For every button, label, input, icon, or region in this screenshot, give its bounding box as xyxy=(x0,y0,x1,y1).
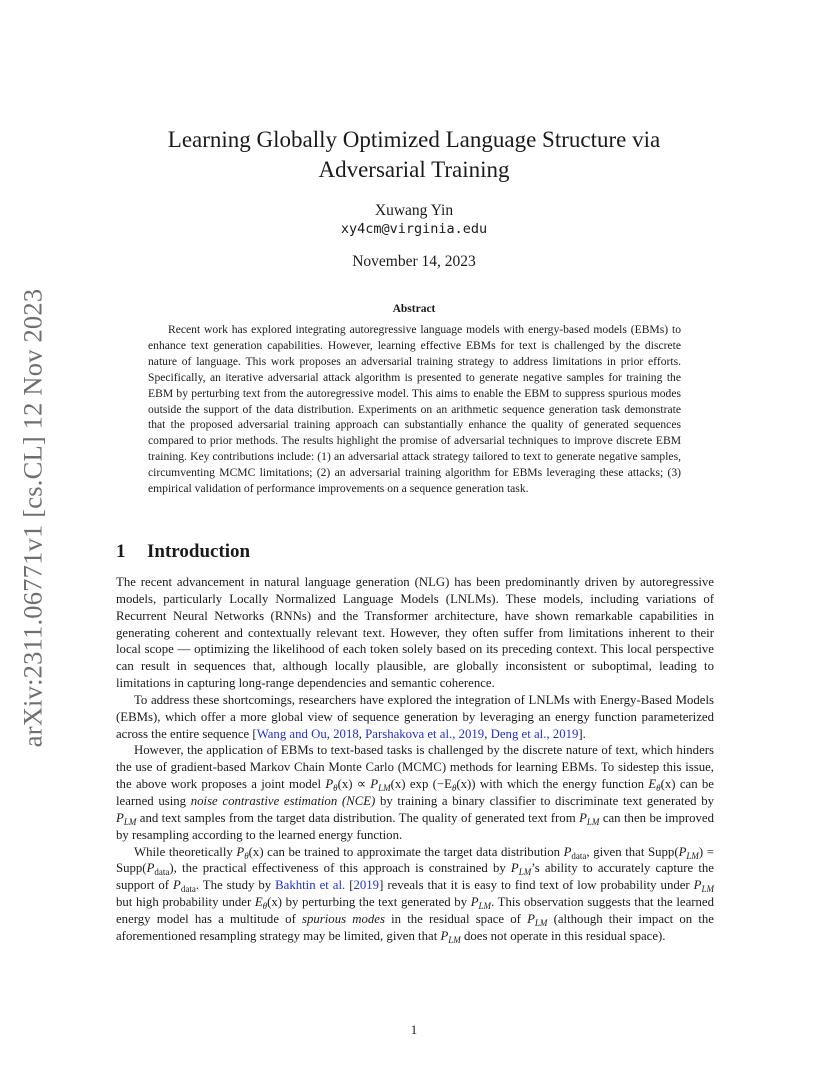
math-p: P xyxy=(510,861,519,876)
p3-text: However, the application of EBMs to text-based tasks is challenged by the discrete nature of text, which hinders the use of gradient-based Markov Chain Monte Carlo (MCMC) methods for learning EBMs. To sidestep this issue, the above work proposes a joint model xyxy=(116,743,714,792)
math-e: E xyxy=(648,777,657,792)
section-title: Introduction xyxy=(147,541,251,562)
math-p: P xyxy=(440,928,449,943)
page-number: 1 xyxy=(410,1023,418,1037)
math-sub: LM xyxy=(478,901,492,912)
citation-link[interactable]: Wang and Ou, 2018 xyxy=(256,726,359,741)
citation-year-link[interactable]: 2019 xyxy=(353,878,380,893)
math-p: P xyxy=(146,861,155,876)
math-sub: LM xyxy=(448,934,461,945)
p3-text: (x)) with which the energy function xyxy=(456,777,649,792)
math-sub: LM xyxy=(518,867,532,878)
p2-separator: , xyxy=(484,726,491,741)
p3-text: (x) ∝ xyxy=(337,777,371,792)
section-number: 1 xyxy=(116,541,126,562)
p4-text: , given that Supp( xyxy=(586,844,679,859)
p4-text: reveals that it is easy to find text of low probability under xyxy=(383,878,694,893)
p4-text: . This observation suggests that the learned energy model has a multitude of xyxy=(116,895,714,926)
paper-date: November 14, 2023 xyxy=(352,253,476,270)
citation-link[interactable]: Parshakova et al., 2019 xyxy=(365,726,485,741)
p4-text: While theoretically xyxy=(134,844,237,859)
p4-text: ) = Supp( xyxy=(116,844,714,876)
math-sub: LM xyxy=(701,884,714,895)
body-text xyxy=(116,574,714,945)
arxiv-identifier-text: arXiv:2311.06771v1 [cs.CL] 12 Nov 2023 xyxy=(17,288,48,748)
p4-text: . The study by xyxy=(195,878,276,893)
math-p: P xyxy=(563,844,572,859)
title-line-1: Learning Globally Optimized Language Structure via xyxy=(167,127,661,152)
math-p: P xyxy=(236,844,245,859)
math-p: P xyxy=(325,777,334,792)
math-p: P xyxy=(527,911,535,926)
p4-text: does not operate in this residual space). xyxy=(460,928,666,943)
p4-text: (x) can be trained to approximate the target data distribution xyxy=(248,844,564,859)
math-sub: LM xyxy=(123,816,137,827)
abstract-text: Recent work has explored integrating autoregressive language models with energy-based models (EBMs) to enhance text generation capabilities. However, learning effective EBMs for text is challenged by the discrete nature of language. This work proposes an adversarial training strategy to address limitations in prior efforts. Specifically, an iterative adversarial attack algorithm is presented to generate negative samples for training the EBM by perturbing text from the autoregressive model. This aims to enable the EBM to suppress spurious modes outside the support of the data distribution. Experiments on an arithmetic sequence generation task demonstrate that the proposed adversarial training approach can substantially enhance the quality of generated sequences compared to prior methods. The results highlight the promise of adversarial techniques to improve discrete EBM training. Key contributions include: (1) an adversarial attack strategy tailored to text to generate negative samples, circumventing MCMC limitations; (2) an adversarial training algorithm for EBMs leveraging these attacks; (3) empirical validation of performance improvements on a sequence generation task. xyxy=(148,323,681,496)
p3-text: can then be improved by resampling according to the learned energy function. xyxy=(116,810,714,842)
math-sub: LM xyxy=(686,850,699,861)
paragraph-2 xyxy=(116,692,714,743)
p4-text: ), the practical effectiveness of this approach is constrained by xyxy=(169,861,511,876)
math-p: P xyxy=(470,895,479,910)
emphasis-text: spurious modes xyxy=(302,911,385,926)
math-p: P xyxy=(678,844,687,859)
math-sub: θ xyxy=(262,901,268,912)
section-heading xyxy=(116,541,250,563)
math-sub: θ xyxy=(451,783,457,794)
p4-text: in the residual space of xyxy=(384,911,528,926)
abstract-heading: Abstract xyxy=(392,303,436,315)
math-sub: θ xyxy=(656,783,661,794)
math-p: P xyxy=(693,878,702,893)
p2-separator: , xyxy=(358,726,366,741)
p3-text: by training a binary classifier to discriminate text generated by xyxy=(375,793,715,808)
p4-text: but high probability under xyxy=(116,895,255,910)
math-sub: LM xyxy=(586,816,600,827)
p3-text: (x) can be learned using xyxy=(116,777,714,808)
math-sub: LM xyxy=(378,783,391,794)
paragraph-3 xyxy=(116,742,714,843)
math-sub: θ xyxy=(244,850,249,861)
author-email: xy4cm@virginia.edu xyxy=(340,221,488,237)
p4-text: (x) by perturbing the text generated by xyxy=(267,895,471,910)
math-p: P xyxy=(116,810,124,825)
math-sub: data xyxy=(571,850,587,861)
citation-link[interactable]: Deng et al., 2019 xyxy=(490,726,579,741)
math-p: P xyxy=(370,777,379,792)
math-p: P xyxy=(173,878,181,893)
arxiv-identifier xyxy=(17,283,48,753)
math-e: E xyxy=(254,895,263,910)
paragraph-1: The recent advancement in natural language generation (NLG) has been predominantly driven by autoregressive models, particularly Locally Normalized Language Models (LNLMs). These models, including variations of Recurrent Neural Networks (RNNs) and the Transformer architecture, have shown remarkable capabilities in generating coherent and contextually relevant text. However, they often suffer from limitations inherent to their local scope — optimizing the likelihood of each token solely based on its preceding context. This local perspective can result in sequences that, although locally plausible, are globally inconsistent or suboptimal, leading to limitations in capturing long-range dependencies and semantic coherence. xyxy=(116,575,714,691)
math-sub: data xyxy=(154,867,170,878)
math-sub: θ xyxy=(333,783,338,794)
math-sub: LM xyxy=(534,917,548,928)
author-name: Xuwang Yin xyxy=(374,202,454,219)
math-sub: data xyxy=(180,884,196,895)
emphasis-text: noise contrastive estimation (NCE) xyxy=(190,793,376,808)
p4-text: (although their impact on the aforementioned resampling strategy may be limited, given that xyxy=(116,911,714,943)
p2-text: To address these shortcomings, researchers have explored the integration of LNLMs with Energy-Based Models (EBMs), which offer a more global view of sequence generation by leveraging an energy function parameterized across the entire sequence [ xyxy=(116,692,714,741)
citation-link[interactable]: Bakhtin et al. xyxy=(275,878,346,893)
p2-text: ]. xyxy=(578,726,586,741)
title-line-2: Adversarial Training xyxy=(318,157,510,182)
p3-text: and text samples from the target data distribution. The quality of generated text from xyxy=(136,810,580,825)
paper-title xyxy=(150,125,678,185)
paragraph-4: While theoretically $P_\theta(x)$ can be trained to approximate the target data distribution $P_{data}$, given that $Supp(P_{LM})$ = $Supp(P_{data})$, the practical effectiveness of this approach is constrained by $P_{LM}’s$ ability to accurately capture the support of $P_{data}$. The study by Bakhtin et al. [2019] reveals that it is easy to find text of low probability under $P_{LM}$ but high probability under $E_\theta(x)$ by perturbing the text generated by $P_{LM}$. This observation suggests that the learned energy model has a multitude of spurious modes in the residual space of $P_{LM}$ (although their impact on the aforementioned resampling strategy may be limited, given that $P_{LM}$ does not operate in this residual space). xyxy=(116,844,714,945)
p4-text: ’s ability to accurately capture the support of xyxy=(116,861,714,893)
math-p: P xyxy=(579,810,587,825)
p3-text: (x) exp (−E xyxy=(390,777,452,792)
